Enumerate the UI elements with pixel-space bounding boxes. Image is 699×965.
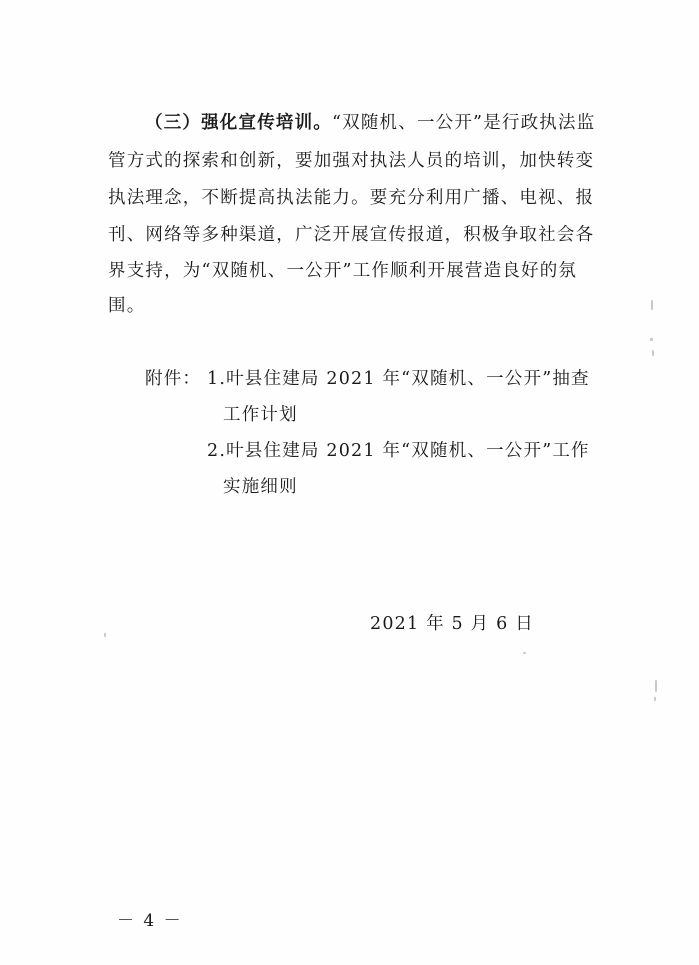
attachment-label: 附件： (145, 369, 202, 389)
scan-artifact (104, 633, 106, 637)
scan-artifact (652, 350, 654, 356)
paragraph-line-2: 管方式的探索和创新，要加强对执法人员的培训，加快转变 (108, 151, 595, 171)
attachment-item-2-line-1: 2.叶县住建局 2021 年“双随机、一公开”工作 (207, 441, 590, 461)
section-heading: （三）强化宣传培训。 (145, 113, 332, 133)
attachment-item-1-line-1: 1.叶县住建局 2021 年“双随机、一公开”抽查 (207, 369, 590, 389)
attachment-item-2-line-2: 实施细则 (223, 477, 298, 497)
scan-artifact (651, 300, 653, 310)
document-date: 2021 年 5 月 6 日 (370, 614, 534, 634)
paragraph-line-4: 刊、网络等多种渠道，广泛开展宣传报道，积极争取社会各 (108, 225, 595, 245)
paragraph-line-6: 围。 (108, 296, 146, 316)
attachment-item-1-line-2: 工作计划 (223, 405, 298, 425)
paragraph-text-1: “双随机、一公开”是行政执法监 (332, 113, 596, 133)
scan-artifact (650, 338, 653, 341)
paragraph-line-5: 界支持，为“双随机、一公开”工作顺利开展营造良好的氛 (108, 261, 578, 281)
scan-artifact (523, 652, 526, 654)
page-number: － 4 － (117, 911, 183, 931)
paragraph-line-1 (145, 111, 595, 135)
scan-artifact (655, 680, 657, 692)
scan-artifact (654, 697, 656, 701)
paragraph-line-3: 执法理念，不断提高执法能力。要充分利用广播、电视、报 (108, 188, 595, 208)
